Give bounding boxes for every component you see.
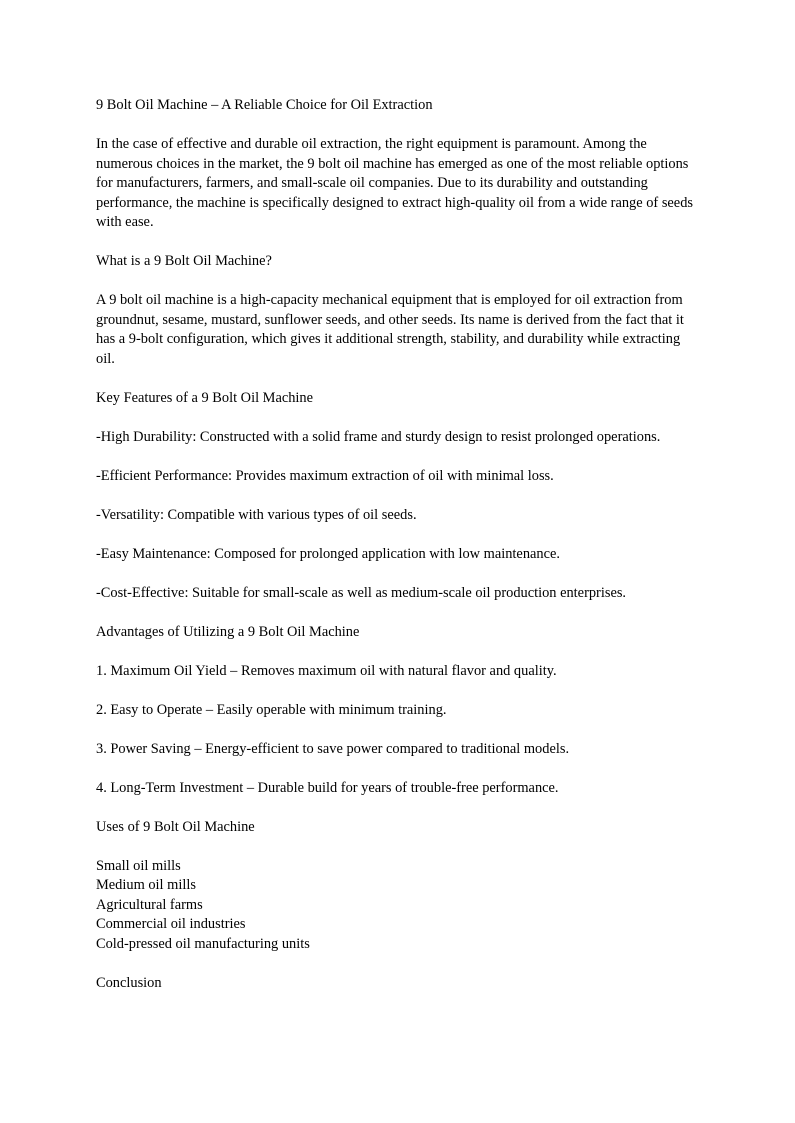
advantage-item: 4. Long-Term Investment – Durable build for years of trouble-free performance.	[96, 779, 559, 796]
advantages-heading: Advantages of Utilizing a 9 Bolt Oil Machine	[96, 623, 360, 640]
document-title: 9 Bolt Oil Machine – A Reliable Choice for Oil Extraction	[96, 97, 433, 113]
use-item: Agricultural farms	[96, 896, 203, 913]
advantage-item: 1. Maximum Oil Yield – Removes maximum oil with natural flavor and quality.	[96, 662, 557, 679]
feature-item: -High Durability: Constructed with a solid frame and sturdy design to resist prolonged operations.	[96, 428, 661, 445]
conclusion-heading: Conclusion	[96, 974, 162, 991]
features-heading: Key Features of a 9 Bolt Oil Machine	[96, 389, 314, 406]
what-heading: What is a 9 Bolt Oil Machine?	[96, 253, 272, 269]
use-item: Small oil mills	[96, 857, 181, 874]
intro-paragraph: In the case of effective and durable oil extraction, the right equipment is paramount. Among the numerous choices in the market, the 9 bolt oil machine has emerged as one of the most reliable options for manufacturers, farmers, and small-scale oil companies. Due to its durability and outstanding performance, the machine is specifically designed to extract high-quality oil from a wide range of seeds with ease.	[96, 136, 693, 230]
feature-item: -Cost-Effective: Suitable for small-scale as well as medium-scale oil production enterprises.	[96, 584, 627, 601]
uses-list	[96, 857, 699, 955]
feature-item: -Versatility: Compatible with various types of oil seeds.	[96, 506, 417, 523]
use-item: Cold-pressed oil manufacturing units	[96, 935, 310, 952]
feature-item: -Efficient Performance: Provides maximum extraction of oil with minimal loss.	[96, 467, 554, 484]
use-item: Commercial oil industries	[96, 916, 246, 932]
use-item: Medium oil mills	[96, 877, 196, 893]
uses-heading: Uses of 9 Bolt Oil Machine	[96, 818, 255, 835]
what-paragraph: A 9 bolt oil machine is a high-capacity mechanical equipment that is employed for oil extraction from groundnut, sesame, mustard, sunflower seeds, and other seeds. Its name is derived from the fact that it has a 9-bolt configuration, which gives it additional strength, stability, and durability while extracting oil.	[96, 292, 684, 367]
advantage-item: 2. Easy to Operate – Easily operable with minimum training.	[96, 701, 447, 718]
advantage-item: 3. Power Saving – Energy-efficient to save power compared to traditional models.	[96, 740, 570, 757]
feature-item: -Easy Maintenance: Composed for prolonged application with low maintenance.	[96, 545, 560, 562]
